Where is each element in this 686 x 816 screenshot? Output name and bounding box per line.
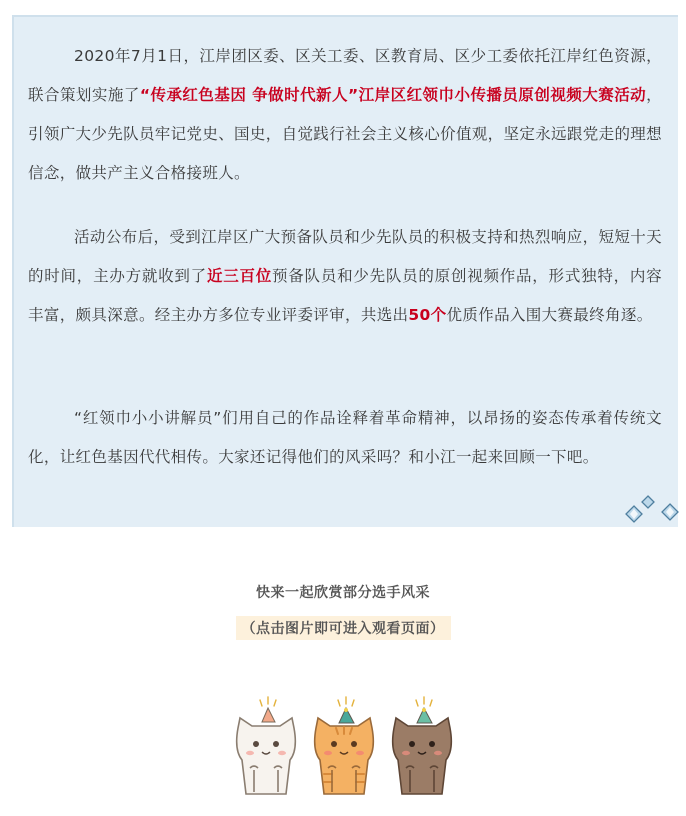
intro-paragraph-3 xyxy=(28,399,662,477)
brown-cat-icon xyxy=(393,697,452,794)
white-cat-icon xyxy=(237,697,296,794)
p1-text-before: 2020年7月1日，江岸团区委、区关工委、区教育局、区少工委依托江岸红色资源，联合策划实施了 xyxy=(28,47,662,104)
diamond-top xyxy=(642,496,654,508)
count-highlight: 近三百位 xyxy=(206,267,273,285)
orange-cat-icon xyxy=(315,697,374,794)
intro-paragraph-1 xyxy=(28,37,662,193)
party-cats-illustration xyxy=(226,694,462,804)
caption-sub[interactable]: （点击图片即可进入观看页面） xyxy=(236,616,451,640)
p2-text-after: 优质作品入围大赛最终角逐。 xyxy=(446,306,653,324)
caption-sub-wrap xyxy=(0,616,686,640)
intro-box xyxy=(12,15,678,527)
caption-main: 快来一起欣赏部分选手风采 xyxy=(256,585,430,601)
selected-count-highlight: 50个 xyxy=(408,306,447,324)
p2-text-middle: 预备队员和少先队员的原创视频作品，形式独特，内容丰富，颇具深意。经主办方多位专业评委评审，共选出 xyxy=(28,267,662,324)
p2-text-before: 活动公布后，受到江岸区广大预备队员和少先队员的积极支持和热烈响应，短短十天的时间，主办方就收到了 xyxy=(28,228,662,285)
activity-title-highlight: “传承红色基因 争做时代新人”江岸区红领巾小传播员原创视频大赛活动 xyxy=(139,86,647,104)
p1-text-after: ，引领广大少先队员牢记党史、国史，自觉践行社会主义核心价值观，坚定永远跟党走的理想信念，做共产主义合格接班人。 xyxy=(28,86,663,182)
p3-text: “红领巾小小讲解员”们用自己的作品诠释着革命精神，以昂扬的姿态传承着传统文化，让红色基因代代相传。大家还记得他们的风采吗？和小江一起来回顾一下吧。 xyxy=(28,409,662,466)
diamond-decoration-icon xyxy=(620,494,686,536)
intro-paragraph-2 xyxy=(28,218,662,335)
